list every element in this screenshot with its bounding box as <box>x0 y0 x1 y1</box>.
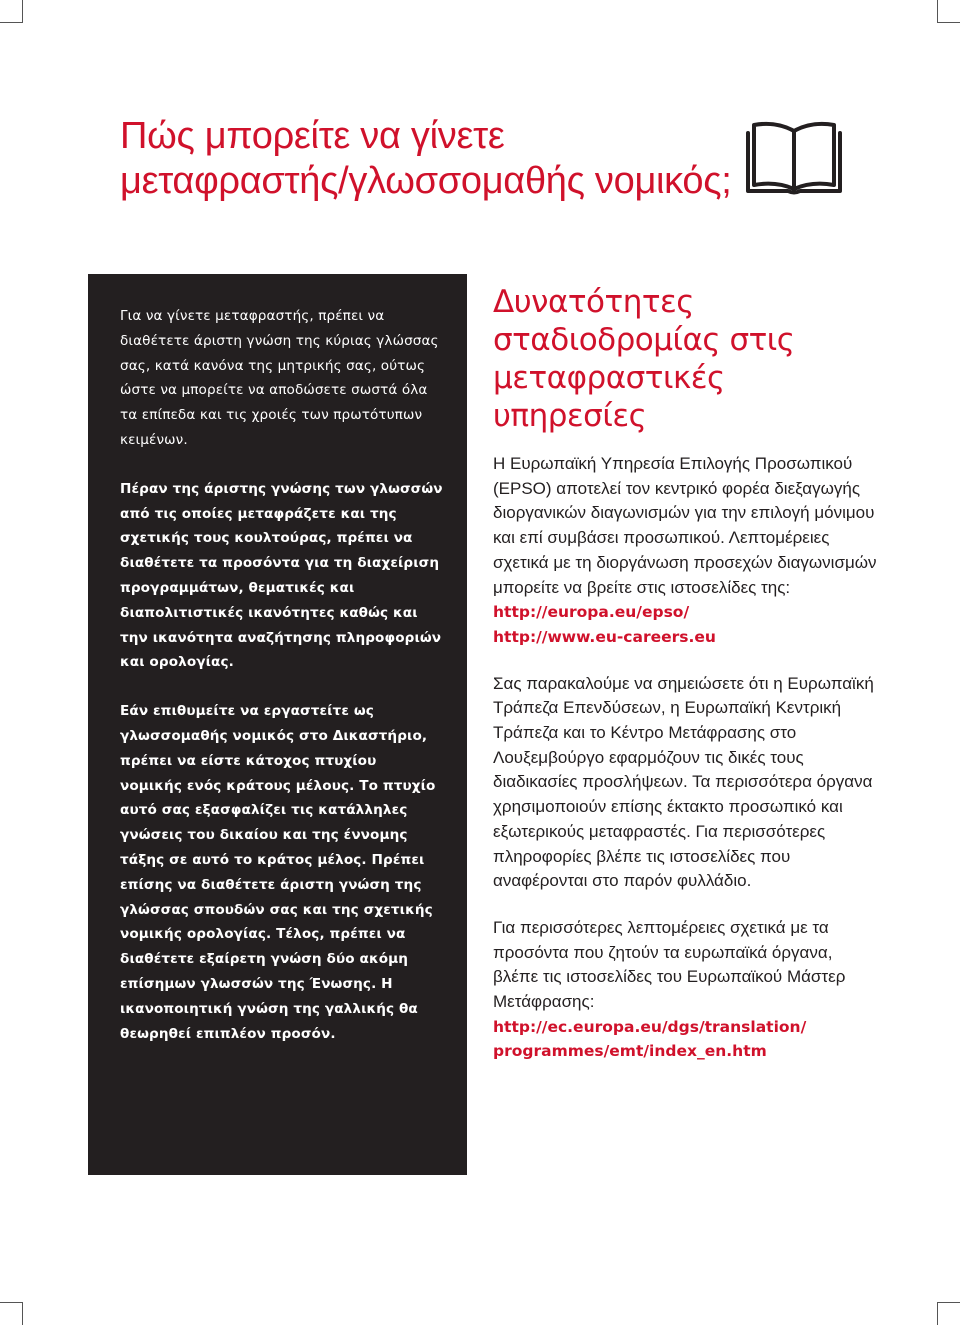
lawyer-linguist-requirements-text: Εάν επιθυμείτε να εργαστείτε ως γλωσσομαθής νομικός στο Δικαστήριο, πρέπει να είστε κάτοχος πτυχίου νομικής ενός κράτους μέλους. Το πτυχίο αυτό σας εξασφαλίζει τις κατάλληλες γνώσεις του δικαίου και της έννομης τάξης σε αυτό το κράτος μέλος. Πρέπει επίσης να διαθέτετε άριστη γνώση της γλώσσας σπουδών σας και της σχετικής νομικής ορολογίας. Τέλος, πρέπει να διαθέτετε εξαίρετη γνώση δύο ακόμη επίσημων γλωσσών της Ένωσης. Η ικανοποιητική γνώση της γαλλικής θα θεωρηθεί επιπλέον προσόν. <box>120 703 436 1042</box>
career-section-title: Δυνατότητες σταδιοδρομίας στις μεταφραστικές υπηρεσίες <box>493 284 795 434</box>
eu-careers-link[interactable]: http://www.eu-careers.eu <box>493 627 716 646</box>
career-opportunities-section <box>493 283 878 1064</box>
open-book-icon <box>742 117 846 199</box>
crop-mark-bottom-left <box>0 1302 23 1325</box>
epso-info-text <box>493 452 878 650</box>
crop-mark-top-right <box>937 0 960 23</box>
emt-info-text <box>493 916 878 1064</box>
recruitment-procedures-text: Σας παρακαλούμε να σημειώσετε ότι η Ευρωπαϊκή Τράπεζα Επενδύσεων, η Ευρωπαϊκή Κεντρική Τράπεζα και το Κέντρο Μετάφρασης στο Λουξεμβούργο εφαρμόζουν τις δικές τους διαδικασίες προσλήψεων. Τα περισσότερα όργανα χρησιμοποιούν επίσης έκτακτο προσωπικό και εξωτερικούς μεταφραστές. Για περισσότερες πληροφορίες βλέπε τις ιστοσελίδες που αναφέρονται στο παρόν φυλλάδιο. <box>493 673 874 891</box>
page-title: Πώς μπορείτε να γίνετε μεταφραστής/γλωσσομαθής νομικός; <box>120 115 732 202</box>
crop-mark-bottom-right <box>937 1302 960 1325</box>
emt-link-line2: programmes/emt/index_en.htm <box>493 1042 767 1061</box>
translator-requirements-text: Για να γίνετε μεταφραστής, πρέπει να διαθέτετε άριστη γνώση της κύριας γλώσσας σας, κατά κανόνα της μητρικής σας, ούτως ώστε να μπορείτε να αποδώσετε σωστά όλα τα επίπεδα και τις χροιές των πρωτότυπων κειμένων. <box>120 308 439 448</box>
epso-info-body: Η Ευρωπαϊκή Υπηρεσία Επιλογής Προσωπικού (EPSO) αποτελεί τον κεντρικό φορέα διεξαγωγής διοργανικών διαγωνισμών για την επιλογή μόνιμου και επί συμβάσει προσωπικού. Λεπτομέρειες σχετικά με τη διοργάνωση προσεχών διαγωνισμών μπορείτε να βρείτε στις ιστοσελίδες της: <box>493 454 877 597</box>
emt-link[interactable] <box>493 1015 878 1064</box>
requirements-panel <box>88 274 467 1175</box>
emt-info-body: Για περισσότερες λεπτομέρειες σχετικά με τα προσόντα που ζητούν τα ευρωπαϊκά όργανα, βλέπε τις ιστοσελίδες του Ευρωπαϊκού Μάστερ Μετάφρασης: <box>493 917 846 1012</box>
epso-link[interactable]: http://europa.eu/epso/ <box>493 603 690 622</box>
emt-link-line1: http://ec.europa.eu/dgs/translation/ <box>493 1017 807 1036</box>
additional-skills-text: Πέραν της άριστης γνώσης των γλωσσών από τις οποίες μεταφράζετε και της σχετικής τους κουλτούρας, πρέπει να διαθέτετε τα προσόντα για τη διαχείριση προγραμμάτων, θεματικές και διαπολιτιστικές ικανότητες καθώς και την ικανότητα αναζήτησης πληροφοριών και ορολογίας. <box>120 480 443 671</box>
crop-mark-top-left <box>0 0 23 23</box>
